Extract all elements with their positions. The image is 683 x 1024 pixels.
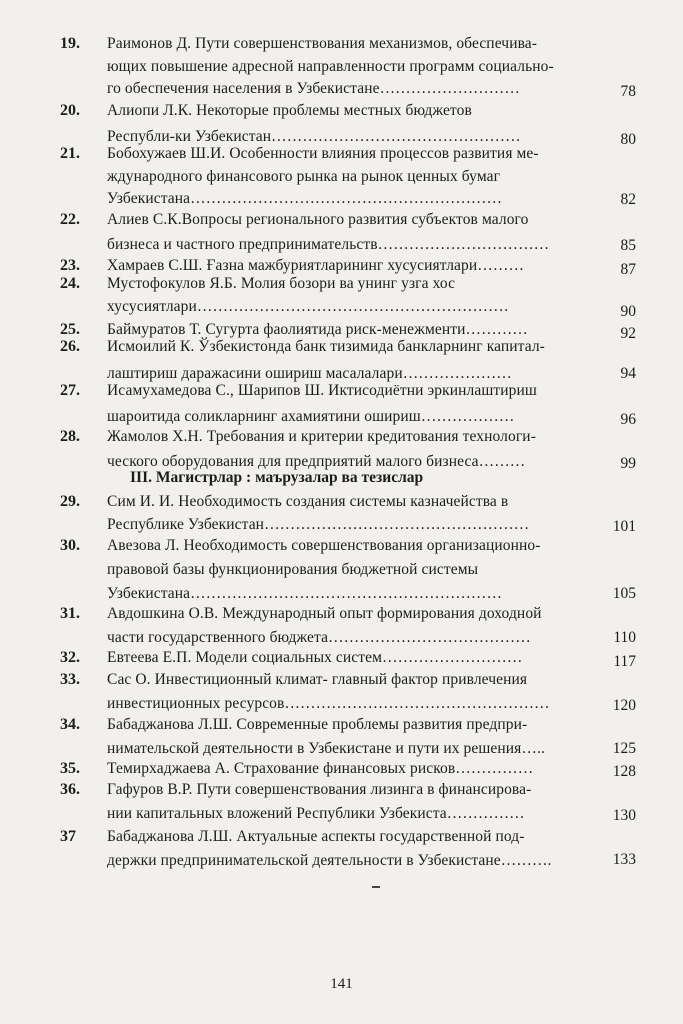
entry-page-number: 85 (620, 237, 636, 254)
entry-page-number: 94 (620, 365, 636, 382)
entry-text-line: части государственного бюджета………………………………… (107, 629, 531, 646)
entry-text-line: Баймуратов Т. Сугурта фаолиятида риск-менежменти………… (107, 321, 528, 338)
section-heading: III. Магистрлар : маърузалар ва тезислар (130, 469, 424, 486)
entry-page-number: 117 (613, 653, 636, 670)
entry-number: 37 (60, 828, 76, 845)
entry-text-line: ческого оборудования для предприятий малого бизнеса……… (107, 453, 526, 470)
entry-text-line: Гафуров В.Р. Пути совершенствования лизинга в финансирова- (107, 781, 532, 798)
entry-text-line: инвестиционных ресурсов…………………………………………… (107, 695, 550, 712)
entry-number: 33. (60, 671, 80, 688)
entry-text-line: Темирхаджаева А. Страхование финансовых рисков…………… (107, 760, 534, 777)
page-number: 141 (330, 976, 353, 992)
entry-number: 36. (60, 781, 80, 798)
entry-text-line: ющих повышение адресной направленности программ социально- (107, 57, 554, 75)
entry-page-number: 128 (612, 763, 636, 780)
entry-page-number: 120 (612, 697, 636, 714)
entry-number: 29. (60, 493, 80, 510)
entry-text-line: нии капитальных вложений Республики Узбекиста…………… (107, 805, 525, 822)
entry-number: 27. (60, 382, 80, 399)
entry-text-line: Исмоилий К. Ўзбекистонда банк тизимида банкларнинг капитал- (107, 338, 545, 355)
entry-number: 22. (60, 211, 80, 228)
entry-text-line: хусусиятлари…………………………………………………… (107, 298, 509, 315)
entry-page-number: 133 (612, 851, 636, 868)
entry-number: 26. (60, 338, 80, 355)
entry-text-line: Алиопи Л.К. Некоторые проблемы местных бюджетов (107, 102, 472, 119)
entry-page-number: 130 (612, 807, 636, 824)
entry-text-line: правовой базы функционирования бюджетной системы (107, 561, 479, 578)
entry-page-number: 99 (620, 455, 636, 472)
entry-number: 23. (60, 257, 80, 274)
entry-page-number: 105 (612, 585, 636, 602)
entry-text-line: Исамухамедова С., Шарипов Ш. Иктисодиётни эркинлаштириш (107, 382, 537, 399)
entry-text-line: Бобохужаев Ш.И. Особенности влияния процессов развития ме- (107, 145, 539, 162)
entry-text-line: Республике Узбекистан…………………………………………… (107, 516, 530, 533)
entry-number: 21. (60, 145, 80, 162)
entry-number: 19. (60, 35, 80, 52)
entry-number: 24. (60, 275, 80, 292)
entry-number: 28. (60, 428, 80, 445)
entry-page-number: 101 (612, 518, 636, 535)
entry-number: 25. (60, 321, 80, 338)
entry-text-line: Бабаджанова Л.Ш. Современные проблемы развития предпри- (107, 716, 528, 733)
entry-text-line: Хамраев С.Ш. Ғазна мажбуриятларининг хусусиятлари……… (107, 257, 525, 274)
entry-text-line: Мустофокулов Я.Б. Молия бозори ва унинг узга хос (107, 275, 456, 292)
entry-number: 34. (60, 716, 80, 733)
entry-text-line: Авдошкина О.В. Международный опыт формирования доходной (107, 605, 542, 622)
entry-text-line: Авезова Л. Необходимость совершенствования организационно- (107, 537, 541, 554)
entry-page-number: 96 (620, 411, 636, 428)
entry-text-line: ждународного финансового рынка на рынок ценных бумаг (107, 167, 501, 185)
entry-text-line: Евтеева Е.П. Модели социальных систем……………………… (107, 649, 523, 666)
entry-text-line: Узбекистана…………………………………………………… (107, 585, 503, 602)
entry-number: 35. (60, 760, 80, 777)
entry-page-number: 125 (612, 740, 636, 757)
entry-text-line: держки предпринимательской деятельности в Узбекистане………. (107, 852, 552, 869)
entry-text-line: Раимонов Д. Пути совершенствования механизмов, обеспечива- (107, 35, 538, 52)
entry-text-line: бизнеса и частного предпринимательств…………………………… (107, 236, 550, 253)
entry-page-number: 78 (620, 83, 636, 100)
entry-page-number: 110 (613, 629, 636, 646)
entry-number: 31. (60, 605, 80, 622)
entry-text-line: Сим И. И. Необходимость создания системы казначейства в (107, 493, 509, 510)
entry-text-line: Алиев С.К.Вопросы регионального развития субъектов малого (107, 211, 529, 228)
entry-text-line: Сас О. Инвестиционный климат- главный фактор привлечения (107, 671, 528, 688)
entry-text-line: Узбекистана…………………………………………………… (107, 190, 503, 207)
separator-dash (372, 886, 380, 888)
entry-page-number: 87 (620, 261, 636, 278)
entry-text-line: лаштириш даражасини ошириш масалалари………………… (107, 365, 512, 382)
entry-number: 30. (60, 537, 80, 554)
entry-text-line: Республи-ки Узбекистан………………………………………… (107, 128, 521, 145)
entry-number: 20. (60, 102, 80, 119)
entry-text-line: нимательской деятельности в Узбекистане и пути их решения….. (107, 740, 545, 757)
entry-page-number: 80 (620, 131, 636, 148)
entry-page-number: 82 (620, 191, 636, 208)
entry-page-number: 92 (620, 325, 636, 342)
entry-number: 32. (60, 649, 80, 666)
entry-text-line: го обеспечения населения в Узбекистане……………………… (107, 80, 520, 97)
entry-page-number: 90 (620, 303, 636, 320)
entry-text-line: Бабаджанова Л.Ш. Актуальные аспекты государственной под- (107, 828, 525, 845)
entry-text-line: Жамолов Х.Н. Требования и критерии кредитования технологи- (107, 428, 536, 445)
entry-text-line: шароитида соликларнинг ахамиятини ошириш……………… (107, 408, 515, 425)
